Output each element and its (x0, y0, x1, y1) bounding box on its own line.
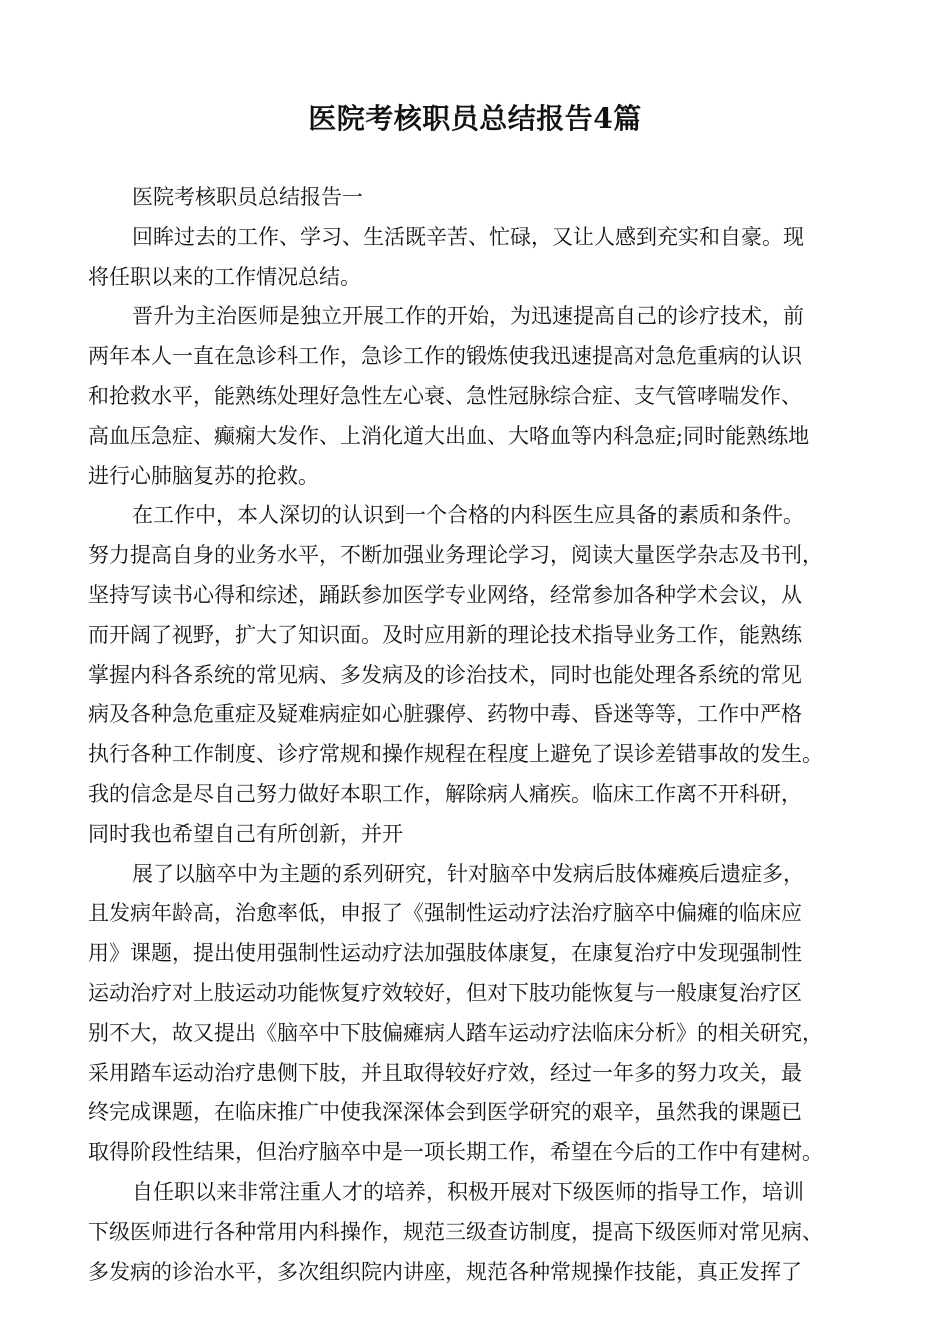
text-line: 别不大，故又提出《脑卒中下肢偏瘫病人踏车运动疗法临床分析》的相关研究， (88, 1020, 823, 1045)
text-line: 下级医师进行各种常用内科操作，规范三级查访制度，提高下级医师对常见病、 (88, 1219, 823, 1244)
text-line: 在工作中，本人深切的认识到一个合格的内科医生应具备的素质和条件。 (132, 503, 804, 528)
text-line: 运动治疗对上肢运动功能恢复疗效较好，但对下肢功能恢复与一般康复治疗区 (88, 980, 802, 1005)
text-line: 晋升为主治医师是独立开展工作的开始，为迅速提高自己的诊疗技术，前 (132, 304, 804, 329)
text-line: 将任职以来的工作情况总结。 (88, 264, 361, 289)
text-line: 回眸过去的工作、学习、生活既辛苦、忙碌，又让人感到充实和自豪。现 (132, 224, 804, 249)
text-line: 我的信念是尽自己努力做好本职工作，解除病人痛疾。临床工作离不开科研， (88, 781, 802, 806)
text-line: 和抢救水平，能熟练处理好急性左心衰、急性冠脉综合症、支气管哮喘发作、 (88, 383, 802, 408)
text-line: 同时我也希望自己有所创新，并开 (88, 821, 403, 846)
text-line: 且发病年龄高，治愈率低，申报了《强制性运动疗法治疗脑卒中偏瘫的临床应 (88, 901, 802, 926)
text-line: 终完成课题，在临床推广中使我深深体会到医学研究的艰辛，虽然我的课题已 (88, 1100, 802, 1125)
document-title: 医院考核职员总结报告4篇 (308, 102, 642, 135)
text-line: 取得阶段性结果，但治疗脑卒中是一项长期工作，希望在今后的工作中有建树。 (88, 1140, 823, 1165)
text-line: 展了以脑卒中为主题的系列研究，针对脑卒中发病后肢体瘫痪后遗症多， (132, 861, 804, 886)
text-line: 自任职以来非常注重人才的培养，积极开展对下级医师的指导工作，培训 (132, 1179, 804, 1204)
text-line: 采用踏车运动治疗患侧下肢，并且取得较好疗效，经过一年多的努力攻关，最 (88, 1060, 802, 1085)
document-body (88, 178, 868, 1292)
text-line: 而开阔了视野，扩大了知识面。及时应用新的理论技术指导业务工作，能熟练 (88, 622, 802, 647)
text-line: 坚持写读书心得和综述，踊跃参加医学专业网络，经常参加各种学术会议，从 (88, 582, 802, 607)
text-line: 执行各种工作制度、诊疗常规和操作规程在程度上避免了误诊差错事故的发生。 (88, 742, 823, 767)
text-line: 努力提高自身的业务水平，不断加强业务理论学习，阅读大量医学杂志及书刊， (88, 543, 823, 568)
text-line: 掌握内科各系统的常见病、多发病及的诊治技术，同时也能处理各系统的常见 (88, 662, 802, 687)
text-line: 病及各种急危重症及疑难病症如心脏骤停、药物中毒、昏迷等等，工作中严格 (88, 702, 802, 727)
text-line: 多发病的诊治水平，多次组织院内讲座，规范各种常规操作技能，真正发挥了 (88, 1259, 802, 1284)
text-line: 高血压急症、癫痫大发作、上消化道大出血、大咯血等内科急症;同时能熟练地 (88, 423, 810, 448)
text-line: 用》课题，提出使用强制性运动疗法加强肢体康复，在康复治疗中发现强制性 (88, 941, 802, 966)
text-line: 两年本人一直在急诊科工作，急诊工作的锻炼使我迅速提高对急危重病的认识 (88, 344, 802, 369)
text-line: 进行心肺脑复苏的抢救。 (88, 463, 319, 488)
text-line: 医院考核职员总结报告一 (132, 185, 363, 209)
